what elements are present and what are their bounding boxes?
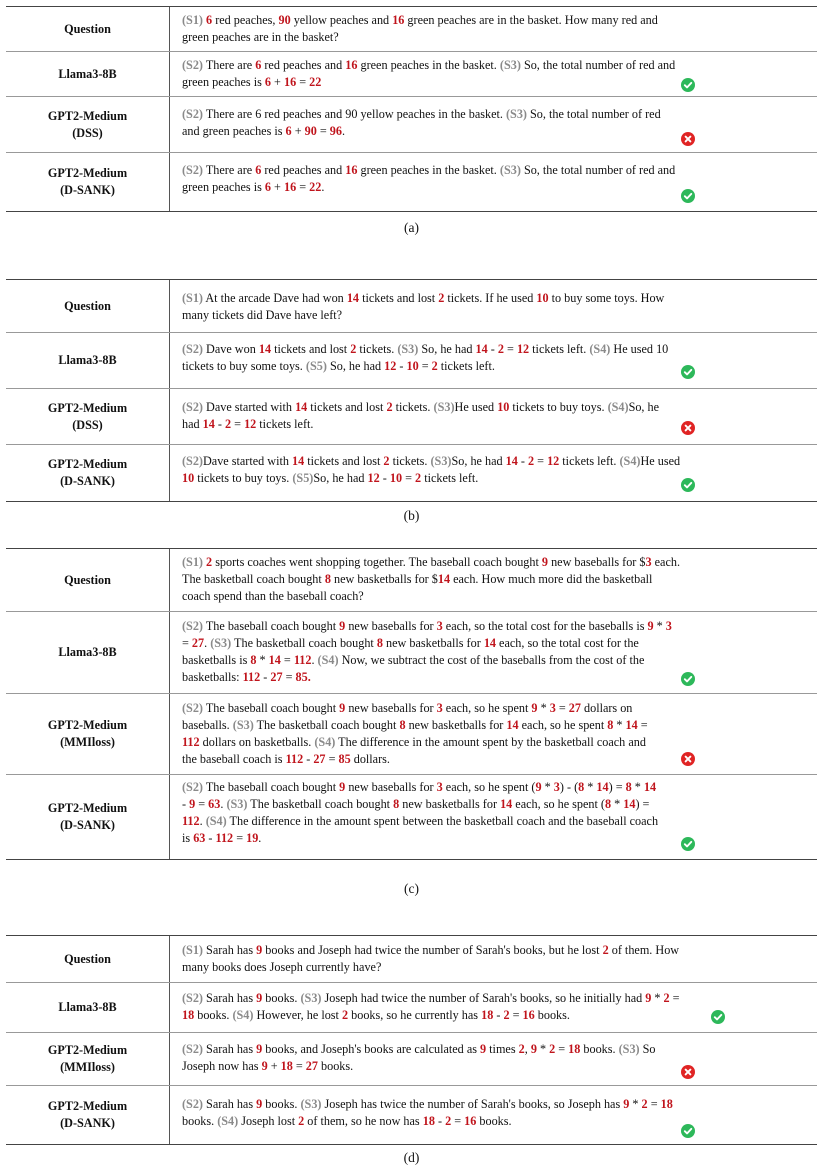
row-label-text: Question [64,951,111,966]
number-highlight: 9 [623,1097,630,1111]
row-label [6,694,170,774]
step-tag: (S3) [499,58,521,72]
row-label-text: GPT2-Medium (D-SANK) [47,166,128,197]
number-highlight: 14 [292,454,305,468]
number-highlight: 9 [256,991,263,1005]
correct-icon [681,478,695,492]
number-highlight: 10 [182,471,195,485]
number-highlight: 12 [547,454,560,468]
panel-caption: (d) [403,1150,420,1165]
correct-icon [681,1124,695,1138]
step-tag: (S2) [182,1042,203,1056]
number-highlight: 3 [645,555,652,569]
row-label [6,389,170,444]
number-highlight: 27 [313,752,326,766]
number-highlight: 3 [665,619,672,633]
step-tag: (S3) [300,991,322,1005]
number-highlight: 18 [280,1059,293,1073]
row-label-text: Llama3-8B [58,353,117,367]
number-highlight: 9 [256,1042,263,1056]
step-tag: (S3) [505,107,527,121]
step-tag: (S3) [210,636,232,650]
wrong-icon [681,132,695,146]
row-label [6,549,170,611]
step-tag: (S4) [314,735,336,749]
number-highlight: 8 [625,780,632,794]
row-text: (S2) There are 6 red peaches and 16 green peaches in the basket. (S3) So, the total number of red and green peaches is 6 + 16 = 22. [170,153,817,211]
number-highlight: 8 [578,780,585,794]
number-highlight: 14 [483,636,496,650]
row-label-text: Llama3-8B [58,1000,117,1014]
table-row [6,612,817,694]
row-text: (S2) Sarah has 9 books, and Joseph's books are calculated as 9 times 2, 9 * 2 = 18 books. (S3) So Joseph now has 9 + 18 = 27 books. [170,1033,817,1085]
step-tag: (S3) [499,163,521,177]
number-highlight: 2 [383,454,390,468]
table-row [6,549,817,612]
row-label [6,1086,170,1144]
number-highlight: 18 [660,1097,673,1111]
number-highlight: 2 [445,1114,452,1128]
row-text: (S2) Sarah has 9 books. (S3) Joseph had twice the number of Sarah's books, so he initially had 9 * 2 = 18 books. (S4) However, he lost 2 books, so he currently has 18 - 2 = 16 books. [170,983,817,1032]
number-highlight: 12 [367,471,380,485]
table-row [6,333,817,389]
number-highlight: 6 [264,75,271,89]
number-highlight: 18 [481,1008,494,1022]
number-highlight: 9 [535,780,542,794]
step-tag: (S4) [607,400,629,414]
number-highlight: 16 [345,58,358,72]
number-highlight: 9 [339,619,346,633]
step-tag: (S5) [305,359,327,373]
number-highlight: 10 [406,359,419,373]
step-tag: (S2) [182,342,203,356]
table-row [6,52,817,97]
number-highlight: 27 [568,701,581,715]
number-highlight: 112 [293,653,312,667]
number-highlight: 12 [244,417,257,431]
correct-icon [711,1010,725,1024]
row-label-text: GPT2-Medium (D-SANK) [47,801,128,832]
row-label [6,52,170,96]
number-highlight: 2 [641,1097,648,1111]
number-highlight: 6 [264,180,271,194]
row-label [6,280,170,332]
row-label-text: GPT2-Medium (D-SANK) [47,457,128,488]
number-highlight: 14 [475,342,488,356]
step-tag: (S1) [182,555,203,569]
number-highlight: 27 [191,636,205,650]
step-tag: (S3) [618,1042,640,1056]
table-row [6,7,817,52]
row-label [6,97,170,152]
number-highlight: 14 [258,342,272,356]
number-highlight: 14 [202,417,215,431]
number-highlight: 12 [516,342,530,356]
row-text: (S2)Dave started with 14 tickets and lost 2 tickets. (S3)So, he had 14 - 2 = 12 tickets left. (S4)He used 10 tickets to buy toys. (S5)So, he had 12 - 10 = 2 tickets left. [170,445,817,501]
step-tag: (S4) [317,653,339,667]
table-row [6,1033,817,1086]
step-tag: (S4) [589,342,611,356]
step-tag: (S3) [300,1097,322,1111]
number-highlight: 14 [268,653,281,667]
number-highlight: 96 [329,124,342,138]
comparison-table [6,548,817,860]
number-highlight: 8 [250,653,257,667]
number-highlight: 2 [518,1042,525,1056]
table-row [6,936,817,983]
step-tag: (S3) [232,718,254,732]
panel-c [6,548,817,860]
number-highlight: 14 [623,797,636,811]
correct-icon [681,78,695,92]
number-highlight: 85 [338,752,351,766]
step-tag: (S3) [433,400,455,414]
number-highlight: 2 [497,342,504,356]
number-highlight: 63 [208,797,221,811]
comparison-table [6,935,817,1145]
correct-icon [681,837,695,851]
number-highlight: 16 [392,13,405,27]
table-row [6,97,817,153]
step-tag: (S2) [182,107,203,121]
number-highlight: 90 [278,13,291,27]
number-highlight: 3 [549,701,556,715]
wrong-icon [681,752,695,766]
step-tag: (S2) [182,454,203,468]
number-highlight: 2 [549,1042,556,1056]
panel-caption: (c) [404,881,419,896]
number-highlight: 9 [339,780,346,794]
table-row [6,983,817,1033]
step-tag: (S3) [226,797,248,811]
number-highlight: 85. [295,670,311,684]
step-tag: (S2) [182,163,203,177]
number-highlight: 14 [643,780,657,794]
row-text: (S2) Dave won 14 tickets and lost 2 tickets. (S3) So, he had 14 - 2 = 12 tickets left. (S4) He used 10 tickets to buy some toys. (S5) So, he had 12 - 10 = 2 tickets left. [170,333,817,388]
number-highlight: 9 [531,701,538,715]
number-highlight: 8 [399,718,406,732]
row-label [6,612,170,693]
row-text: (S2) There are 6 red peaches and 16 green peaches in the basket. (S3) So, the total number of red and green peaches is 6 + 16 = 22 [170,52,817,96]
number-highlight: 19 [246,831,259,845]
step-tag: (S1) [182,943,203,957]
panel-caption: (a) [404,220,419,235]
number-highlight: 18 [568,1042,581,1056]
row-label-text: GPT2-Medium (MMIloss) [47,718,128,749]
number-highlight: 112 [215,831,234,845]
row-text: (S2) Sarah has 9 books. (S3) Joseph has twice the number of Sarah's books, so Joseph has 9 * 2 = 18 books. (S4) Joseph lost 2 of them, so he now has 18 - 2 = 16 books. [170,1086,817,1144]
number-highlight: 9 [647,619,654,633]
correct-icon [681,672,695,686]
number-highlight: 16 [522,1008,535,1022]
row-label [6,333,170,388]
wrong-icon [681,1065,695,1079]
panel-b [6,279,817,502]
row-label-text: GPT2-Medium (D-SANK) [47,1099,128,1130]
number-highlight: 16 [464,1114,477,1128]
table-row [6,775,817,859]
number-highlight: 9 [480,1042,487,1056]
step-tag: (S4) [619,454,641,468]
number-highlight: 2 [438,291,445,305]
row-label [6,7,170,51]
row-text: (S1) 6 red peaches, 90 yellow peaches and 16 green peaches are in the basket. How many red and green peaches are in the basket? [182,13,658,44]
row-label-text: Question [64,298,111,313]
number-highlight: 112 [182,735,200,749]
number-highlight: 22 [309,180,322,194]
number-highlight: 10 [497,400,510,414]
step-tag: (S4) [232,1008,254,1022]
panel-caption: (b) [403,508,420,523]
row-text: (S1) At the arcade Dave had won 14 tickets and lost 2 tickets. If he used 10 to buy some toys. How many tickets did Dave have left? [182,291,665,322]
number-highlight: 63 [193,831,206,845]
number-highlight: 6 [206,13,213,27]
number-highlight: 9 [261,1059,268,1073]
correct-icon [681,365,695,379]
row-text: (S1) Sarah has 9 books and Joseph had twice the number of Sarah's books, but he lost 2 of them. How many books does Joseph currently have? [182,943,680,974]
number-highlight: 16 [283,75,297,89]
row-label-text: Question [64,21,111,36]
number-highlight: 9 [339,701,346,715]
number-highlight: 16 [345,163,358,177]
comparison-table [6,279,817,502]
step-tag: (S2) [182,619,203,633]
number-highlight: 2 [206,555,213,569]
row-label [6,445,170,501]
number-highlight: 2 [298,1114,305,1128]
number-highlight: 14 [295,400,308,414]
number-highlight: 2 [350,342,357,356]
row-label [6,775,170,859]
number-highlight: 2 [503,1008,510,1022]
number-highlight: 112 [285,752,304,766]
number-highlight: 8 [607,718,614,732]
number-highlight: 2 [341,1008,349,1022]
number-highlight: 27 [305,1059,318,1073]
row-label-text: Llama3-8B [58,66,117,81]
number-highlight: 3 [553,780,560,794]
step-tag: (S1) [182,291,203,305]
row-label-text: Llama3-8B [58,645,117,659]
number-highlight: 3 [436,780,443,794]
table-row [6,153,817,211]
table-row [6,694,817,775]
number-highlight: 90 [304,124,317,138]
step-tag: (S2) [182,400,203,414]
number-highlight: 112 [182,814,200,828]
number-highlight: 18 [182,1008,195,1022]
number-highlight: 6 [255,163,262,177]
number-highlight: 2 [528,454,535,468]
number-highlight: 8 [324,572,331,586]
row-label-text: GPT2-Medium (MMIloss) [47,1043,128,1074]
number-highlight: 9 [541,555,549,569]
number-highlight: 14 [596,780,609,794]
number-highlight: 16 [283,180,297,194]
number-highlight: 14 [625,718,638,732]
number-highlight: 14 [500,797,513,811]
table-row [6,445,817,501]
step-tag: (S2) [182,991,203,1005]
step-tag: (S3) [430,454,452,468]
number-highlight: 10 [389,471,403,485]
number-highlight: 10 [536,291,549,305]
row-text: (S1) 2 sports coaches went shopping together. The baseball coach bought 9 new baseballs for $3 each. The basketball coach bought 8 new basketballs for $14 each. How much more did the basketball coach spend than the baseball coach? [182,555,681,603]
number-highlight: 2 [386,400,393,414]
number-highlight: 6 [255,58,262,72]
number-highlight: 9 [530,1042,537,1056]
number-highlight: 22 [309,75,322,89]
number-highlight: 9 [256,1097,263,1111]
number-highlight: 27 [270,670,283,684]
number-highlight: 2 [225,417,232,431]
step-tag: (S1) [182,13,203,27]
number-highlight: 8 [376,636,383,650]
step-tag: (S4) [205,814,227,828]
row-label [6,936,170,982]
step-tag: (S4) [217,1114,239,1128]
number-highlight: 14 [437,572,451,586]
number-highlight: 2 [431,359,438,373]
number-highlight: 112 [242,670,261,684]
number-highlight: 8 [393,797,400,811]
row-text: (S2) The baseball coach bought 9 new baseballs for 3 each, so he spent 9 * 3 = 27 dollars on baseballs. (S3) The basketball coach bought 8 new basketballs for 14 each, so he spent 8 * 14 = 112 dollars on basketballs. (S4) The difference in the amount spent by the basketball coach and the baseball coach is 112 - 27 = 85 dollars. [170,694,817,774]
number-highlight: 8 [604,797,612,811]
step-tag: (S2) [182,780,203,794]
panel-d [6,935,817,1145]
number-highlight: 3 [436,701,443,715]
row-text: (S2) The baseball coach bought 9 new baseballs for 3 each, so he spent (9 * 3) - (8 * 14) = 8 * 14 - 9 = 63. (S3) The basketball coach bought 8 new basketballs for 14 each, so he spent (8 * 14) = 112. (S4) The difference in the amount spent between the basketball coach and the baseball coach is 63 - 112 = 19. [170,775,817,859]
wrong-icon [681,421,695,435]
table-row [6,389,817,445]
number-highlight: 9 [256,943,263,957]
row-text: (S2) There are 6 red peaches and 90 yellow peaches in the basket. (S3) So, the total number of red and green peaches is 6 + 90 = 96. [170,97,817,152]
row-text: (S2) The baseball coach bought 9 new baseballs for 3 each, so the total cost for the baseballs is 9 * 3 = 27. (S3) The basketball coach bought 8 new basketballs for 14 each, so the total cost for the basketballs is 8 * 14 = 112. (S4) Now, we subtract the cost of the baseballs from the cost of the basketballs: 112 - 27 = 85. [170,612,817,693]
step-tag: (S2) [182,58,203,72]
table-row [6,1086,817,1144]
row-label [6,1033,170,1085]
table-row [6,280,817,333]
row-label [6,983,170,1032]
correct-icon [681,189,695,203]
number-highlight: 12 [384,359,397,373]
number-highlight: 14 [346,291,360,305]
number-highlight: 9 [645,991,652,1005]
row-label-text: GPT2-Medium (DSS) [47,108,128,140]
step-tag: (S2) [182,1097,203,1111]
step-tag: (S2) [182,701,203,715]
step-tag: (S5) [292,471,314,485]
number-highlight: 2 [415,471,422,485]
number-highlight: 2 [602,943,609,957]
number-highlight: 14 [505,454,518,468]
row-label-text: Question [64,572,111,587]
number-highlight: 3 [436,619,443,633]
panel-a [6,6,817,212]
number-highlight: 6 [285,124,292,138]
step-tag: (S3) [397,342,419,356]
number-highlight: 2 [663,991,670,1005]
row-label [6,153,170,211]
comparison-table [6,6,817,212]
number-highlight: 9 [189,797,196,811]
row-label-text: GPT2-Medium (DSS) [47,400,128,432]
number-highlight: 18 [422,1114,435,1128]
number-highlight: 14 [506,718,519,732]
row-text: (S2) Dave started with 14 tickets and lost 2 tickets. (S3)He used 10 tickets to buy toys. (S4)So, he had 14 - 2 = 12 tickets left. [170,389,817,444]
